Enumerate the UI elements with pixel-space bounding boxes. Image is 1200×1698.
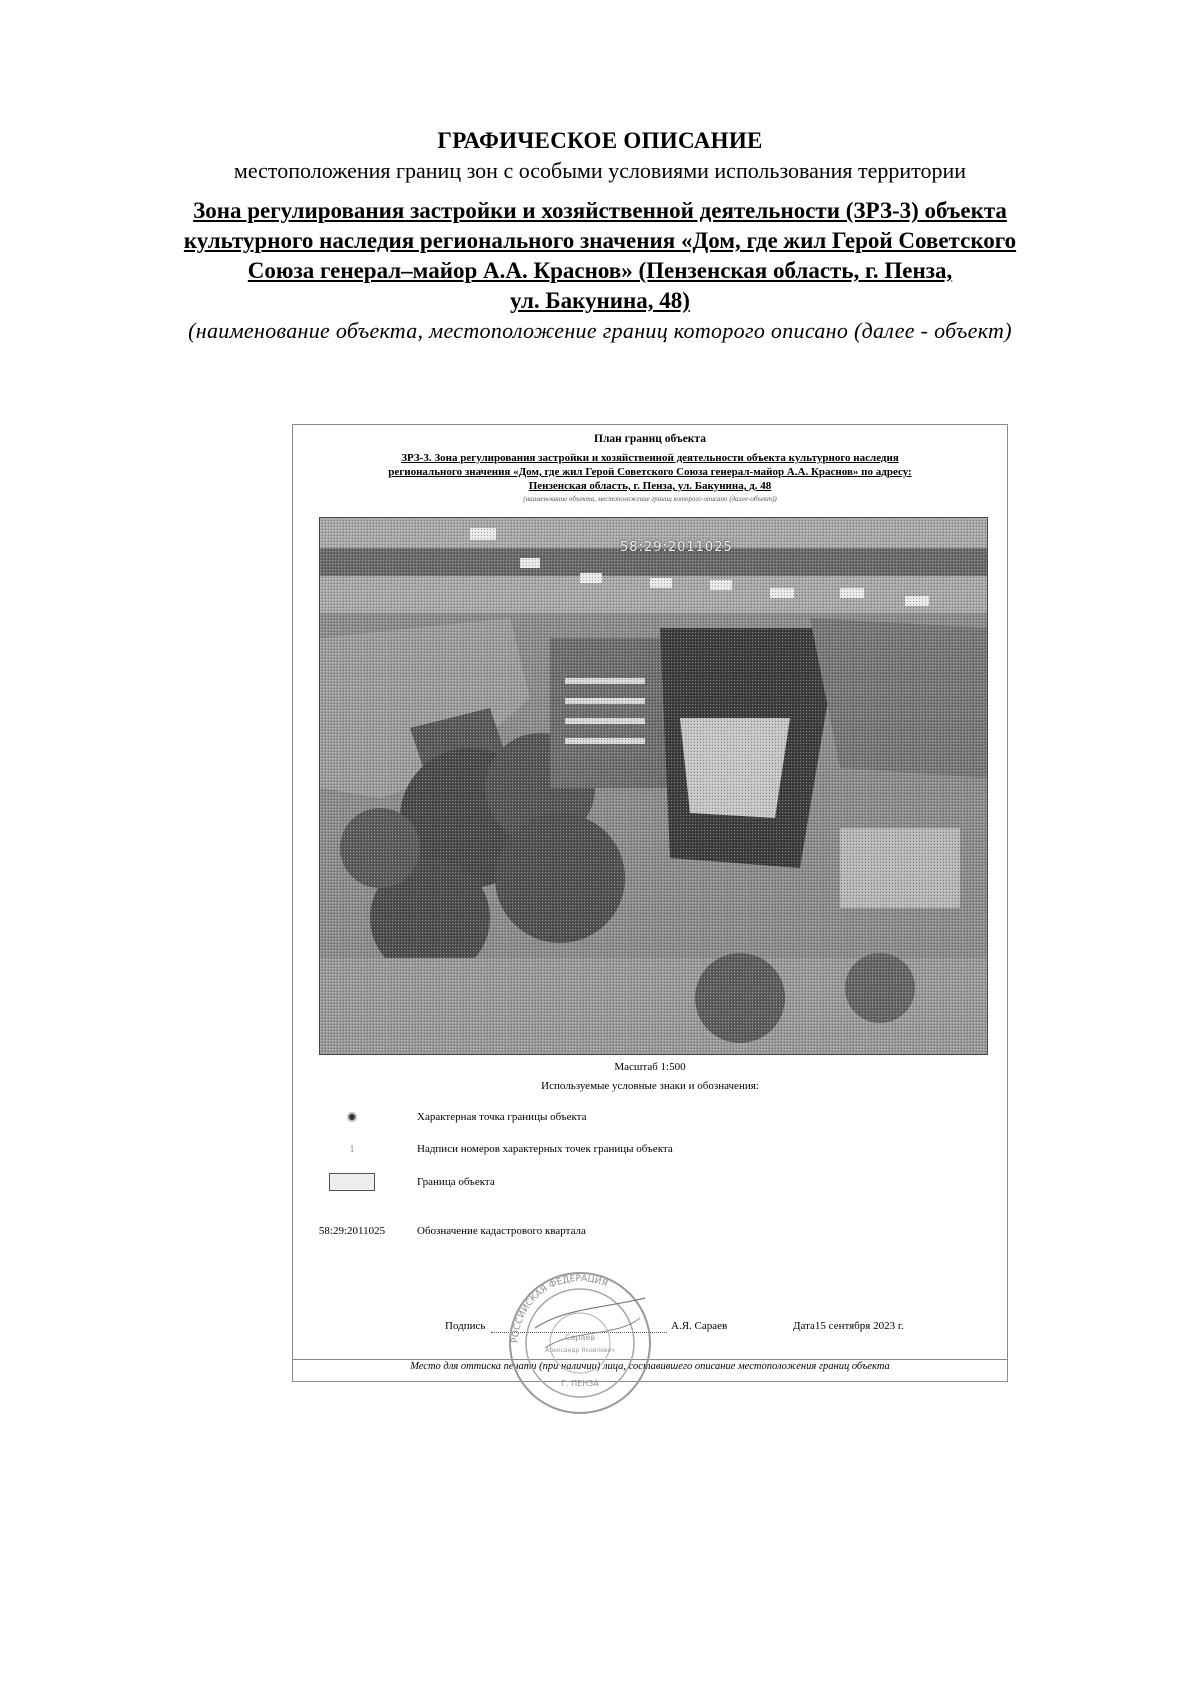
signer-name: А.Я. Сараев [671, 1320, 728, 1332]
legend-title: Используемые условные знаки и обозначения: [541, 1080, 759, 1092]
point-number-icon: 1 [349, 1143, 355, 1155]
legend-item [317, 1143, 673, 1155]
aerial-photo [320, 518, 988, 1055]
object-name-line: Зона регулирования застройки и хозяйственной деятельности (ЗРЗ-3) объекта [193, 198, 1007, 223]
plan-zone-line: ЗРЗ-3. Зона регулирования застройки и хозяйственной деятельности объекта культурного наследия [401, 452, 899, 464]
plan-note: (наименование объекта, местоположение границ которого описано (далее-объект)) [523, 495, 777, 503]
plan-header [293, 425, 1007, 503]
stamp-caption: Место для оттиска печати (при наличии) лица, составившего описание местоположения границ объекта [293, 1359, 1007, 1372]
svg-text:Александр Яковлевич: Александр Яковлевич [545, 1347, 615, 1354]
svg-text:Сараев: Сараев [564, 1333, 596, 1342]
object-name-line: ул. Бакунина, 48) [510, 288, 690, 313]
legend-item [317, 1111, 587, 1123]
plan-title: План границ объекта [594, 433, 706, 445]
legend-item [317, 1173, 495, 1191]
legend-text: Характерная точка границы объекта [417, 1111, 587, 1123]
legend-text: Надписи номеров характерных точек границы объекта [417, 1143, 673, 1155]
object-name [0, 196, 1200, 316]
signature-date: Дата15 сентября 2023 г. [793, 1320, 904, 1332]
boundary-plan [292, 424, 1008, 1382]
legend-text: Граница объекта [417, 1176, 495, 1188]
dot-icon [317, 1114, 387, 1120]
cadastral-label: 58:29:2011025 [318, 1225, 386, 1237]
boundary-box-icon [317, 1173, 387, 1191]
plan-zone-line: регионального значения «Дом, где жил Герой Советского Союза генерал-майор А.А. Краснов» по адресу: [388, 466, 912, 478]
aerial-map [319, 517, 988, 1055]
document-subtitle: местоположения границ зон с особыми условиями использования территории [233, 158, 967, 183]
legend-text: Обозначение кадастрового квартала [417, 1225, 586, 1237]
document-header [0, 128, 1200, 344]
signature-line [491, 1332, 667, 1333]
object-caption: (наименование объекта, местоположение границ которого описано (далее - объект) [188, 318, 1012, 343]
svg-text:РОССИЙСКАЯ ФЕДЕРАЦИЯ: РОССИЙСКАЯ ФЕДЕРАЦИЯ [510, 1273, 609, 1344]
object-name-line: культурного наследия регионального значения «Дом, где жил Герой Советского [183, 228, 1017, 253]
map-scale: Масштаб 1:500 [614, 1061, 686, 1073]
plan-zone-description [293, 451, 1007, 493]
object-name-line: Союза генерал–майор А.А. Краснов» (Пензенская область, г. Пенза, [247, 258, 953, 283]
svg-text:Г. ПЕНЗА: Г. ПЕНЗА [561, 1379, 599, 1388]
legend-item [317, 1225, 586, 1237]
document-title: ГРАФИЧЕСКОЕ ОПИСАНИЕ [437, 128, 763, 153]
map-cadastral-label: 58:29:2011025 [620, 540, 733, 555]
signature-label: Подпись [445, 1320, 486, 1332]
plan-zone-line: Пензенская область, г. Пенза, ул. Бакунина, д. 48 [528, 480, 772, 492]
